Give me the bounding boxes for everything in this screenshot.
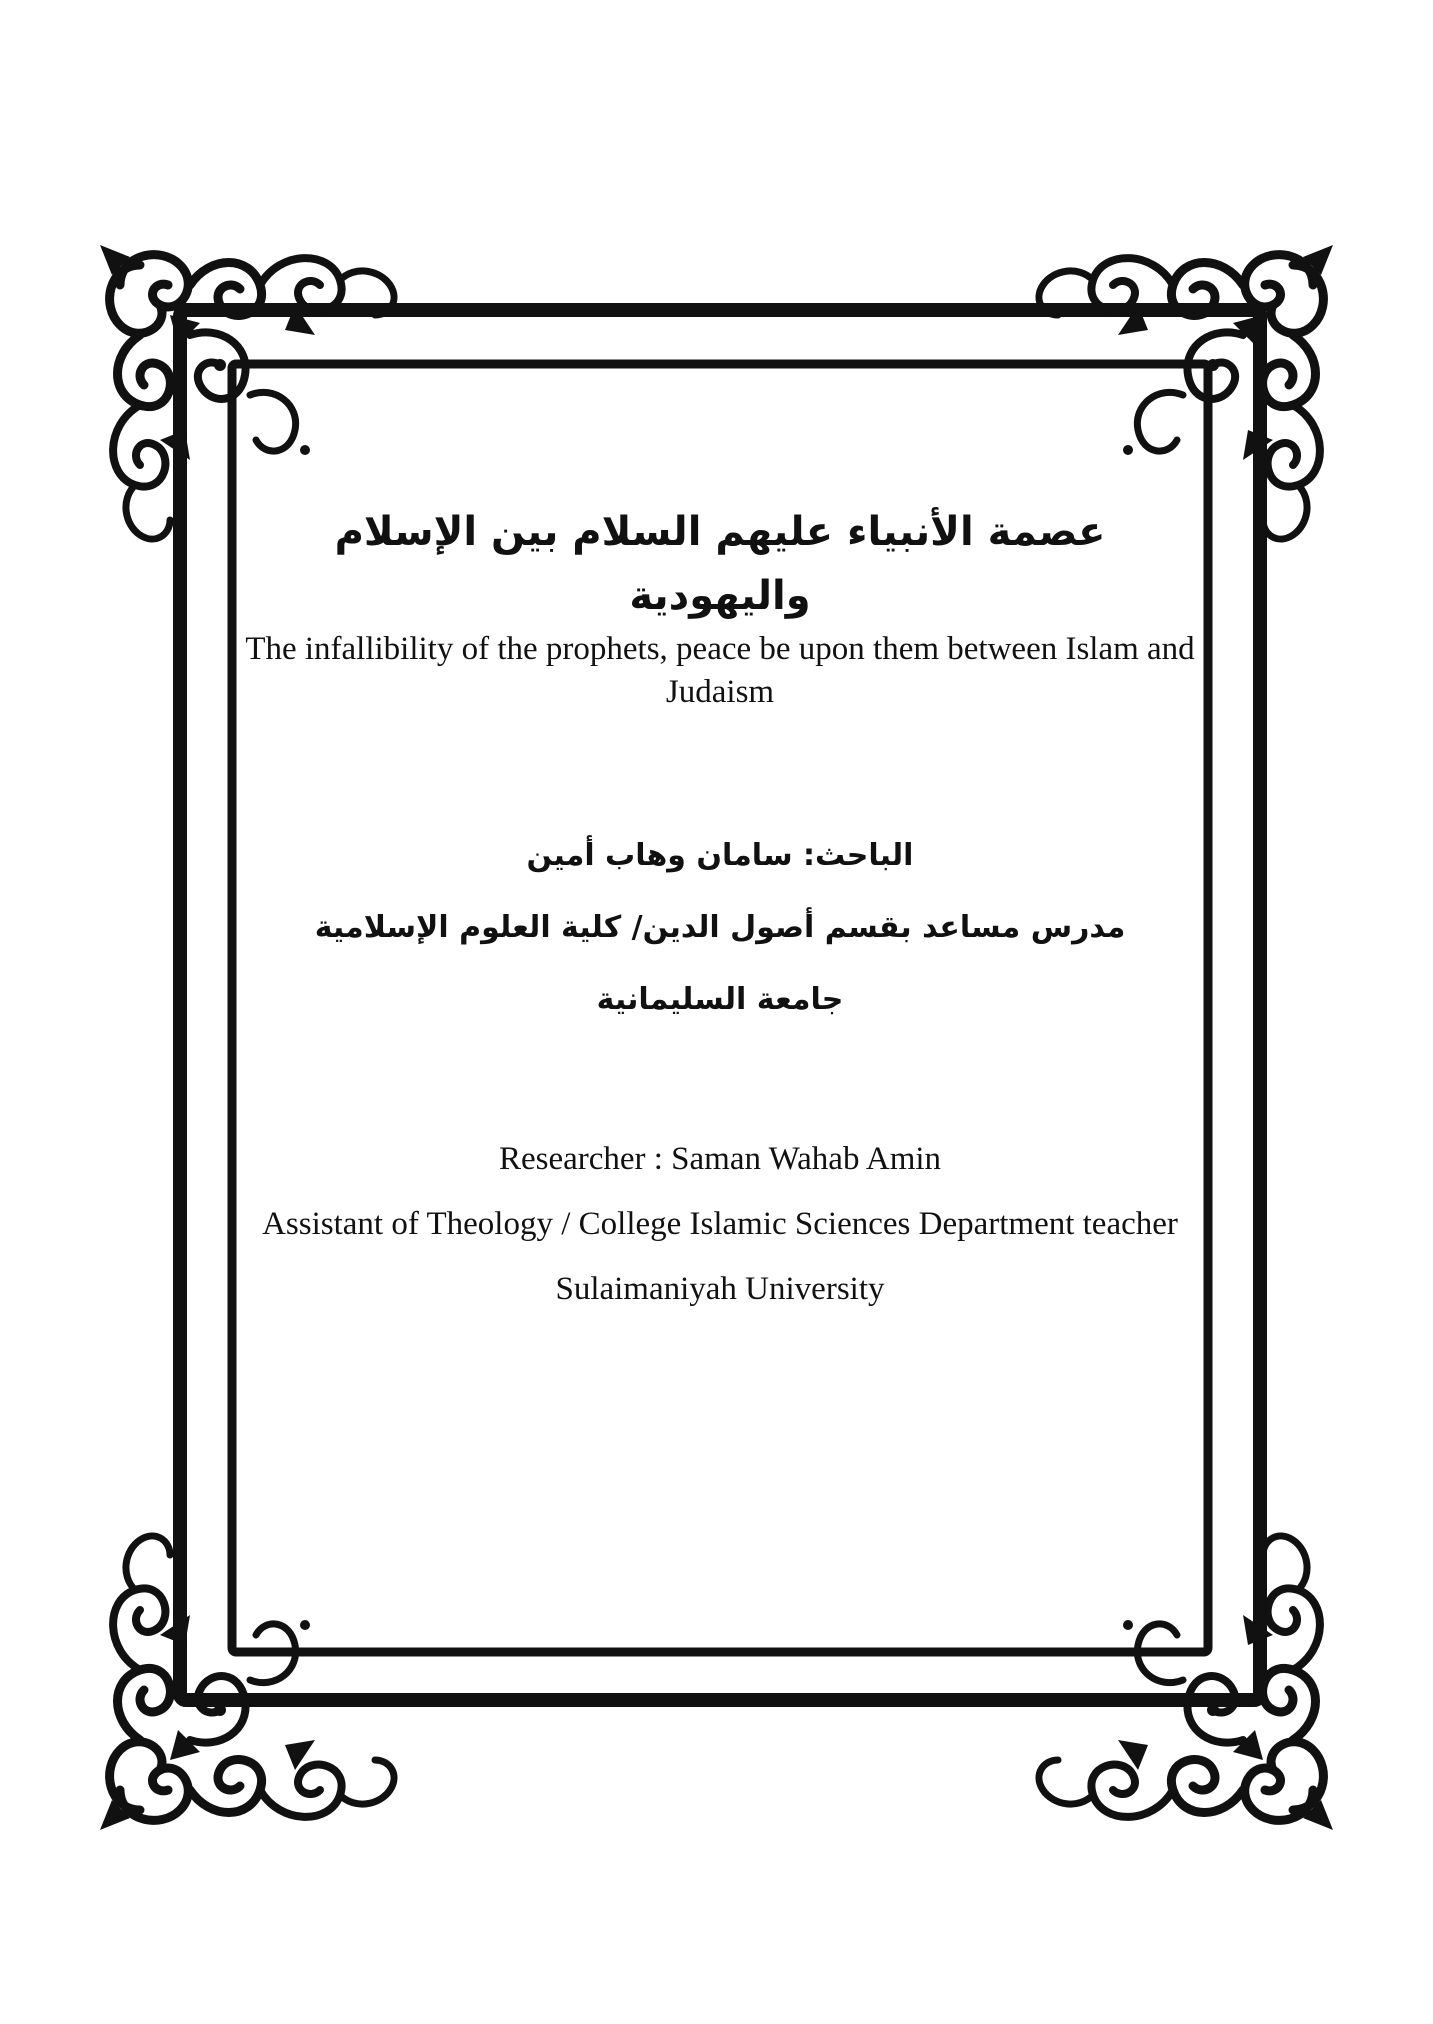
corner-ornament-top-left-icon [100,245,394,539]
arabic-researcher-position: مدرس مساعد بقسم أصول الدين/ كلية العلوم الإسلامية [314,909,1126,945]
corner-ornament-bottom-right-icon [1039,1536,1333,1830]
title-page-content [240,500,1200,1310]
english-university-name: Sulaimaniyah University [555,1270,885,1307]
arabic-researcher-name: الباحث: سامان وهاب أمين [526,837,914,873]
arabic-title: عصمة الأنبياء عليهم السلام بين الإسلام واليهودية [334,509,1106,619]
corner-ornament-top-right-icon [1039,245,1333,539]
corner-ornament-bottom-left-icon [100,1536,394,1830]
english-researcher-position: Assistant of Theology / College Islamic Sciences Department teacher [262,1205,1178,1242]
arabic-university-name: جامعة السليمانية [596,981,844,1017]
english-title: The infallibility of the prophets, peace be upon them between Islam and Judaism [245,631,1195,710]
english-researcher-name: Researcher : Saman Wahab Amin [498,1140,942,1177]
